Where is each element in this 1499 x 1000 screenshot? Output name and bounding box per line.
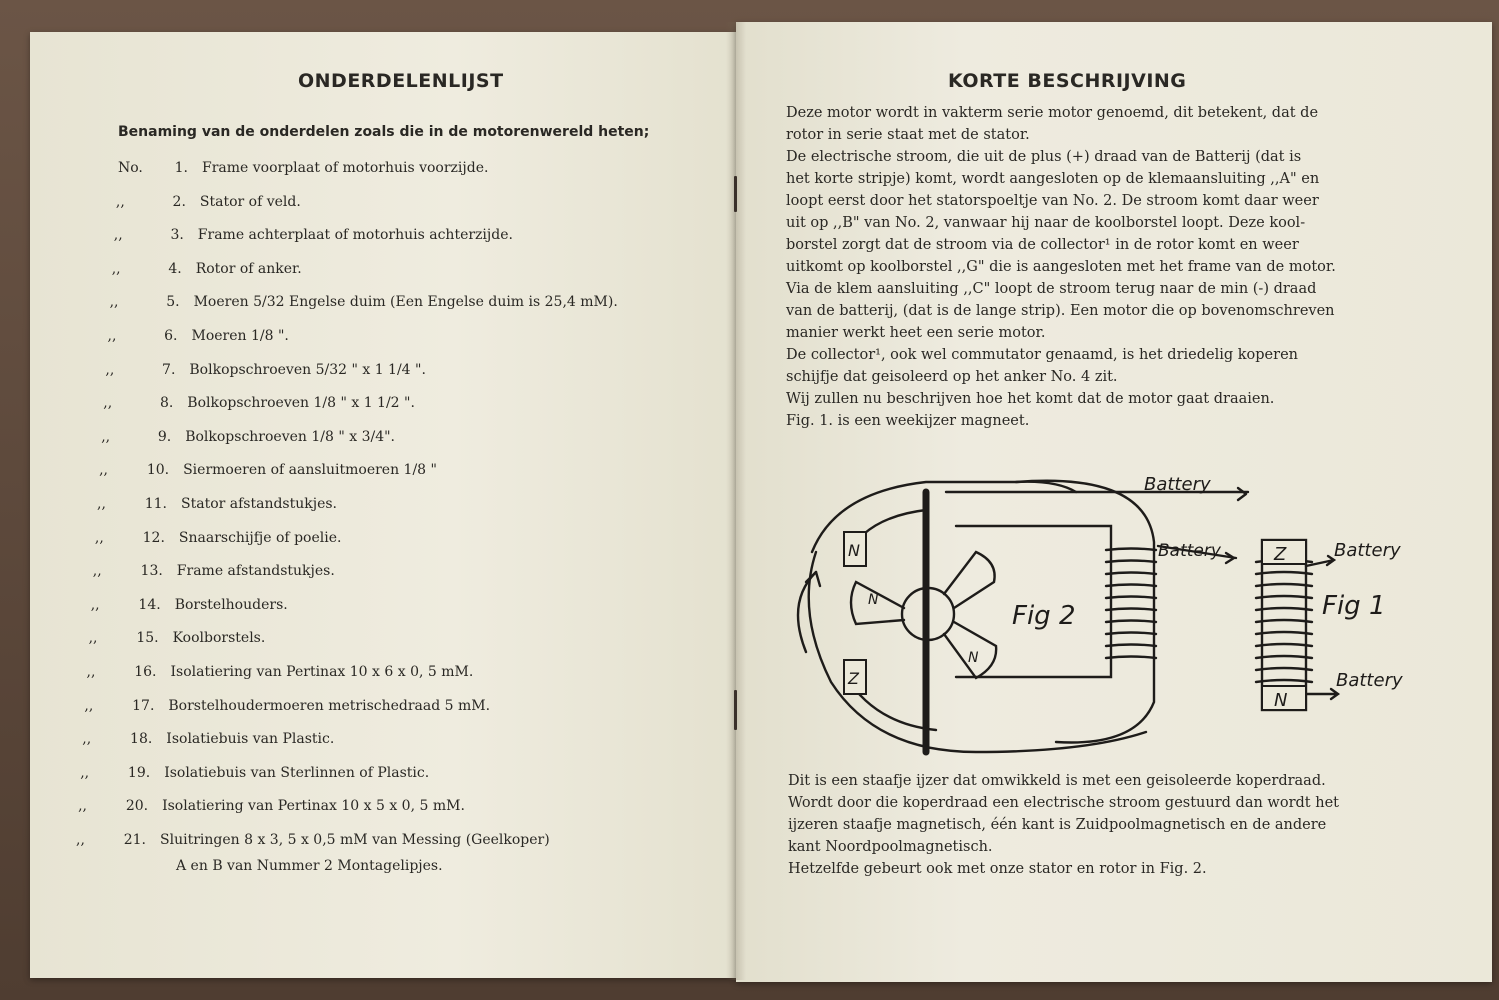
parts-list-item [103, 395, 415, 411]
description-paragraph-2 [788, 770, 1339, 880]
battery-label-fig1-bottom: Battery [1336, 670, 1403, 691]
fig1-label: Fig 1 [1322, 591, 1386, 621]
parts-list-item [76, 832, 550, 848]
part-prefix: ,, [109, 294, 119, 310]
text-line: rotor in serie staat met de stator. [786, 127, 1030, 143]
battery-label-mid: Battery [1158, 541, 1221, 561]
staple-bottom [734, 690, 737, 730]
part-number: 1. [174, 160, 188, 176]
part-number: 2. [172, 194, 186, 210]
text-line: Deze motor wordt in vakterm serie motor genoemd, dit betekent, dat de [786, 105, 1319, 121]
part-description: Borstelhouders. [174, 597, 288, 613]
text-line: Wij zullen nu beschrijven hoe het komt dat de motor gaat draaien. [786, 391, 1275, 407]
fig1-arrow-bottom [1306, 689, 1338, 699]
motor-diagram [776, 462, 1403, 752]
part-prefix: ,, [113, 227, 123, 243]
part-number: 10. [146, 462, 170, 478]
part-number: 21. [123, 832, 146, 848]
parts-list [30, 32, 736, 978]
parts-list-item [108, 328, 289, 344]
book-spine [726, 22, 746, 980]
text-line: het korte stripje) komt, wordt aangesloten op de klemaansluiting ,,A" en [786, 171, 1320, 187]
stator-bottom-pole-letter: Z [848, 669, 859, 688]
text-line: uit op ,,B" van No. 2, vanwaar hij naar de koolborstel loopt. Deze kool- [786, 215, 1306, 231]
part-prefix: ,, [115, 194, 125, 210]
parts-list-item [80, 765, 429, 781]
part-number: 17. [132, 698, 155, 714]
part-description: Siermoeren of aansluitmoeren 1/8 " [183, 462, 437, 478]
part-number: 8. [159, 395, 174, 411]
part-description: Rotor of anker. [195, 261, 302, 277]
text-line: manier werkt heet een serie motor. [786, 325, 1046, 341]
montage-note: A en B van Nummer 2 Montagelipjes. [176, 858, 443, 874]
text-line: borstel zorgt dat de stroom via de collector¹ in de rotor komt en weer [786, 237, 1299, 253]
part-description: Frame afstandstukjes. [176, 563, 335, 579]
part-number: 9. [157, 429, 172, 445]
description-title: KORTE BESCHRIJVING [948, 70, 1187, 92]
part-prefix: ,, [103, 395, 113, 411]
fig1-coil [1256, 560, 1312, 682]
fig1-top-pole-letter: Z [1274, 544, 1287, 565]
part-number: 13. [140, 563, 163, 579]
part-number: 16. [134, 664, 157, 680]
part-description: Sluitringen 8 x 3, 5 x 0,5 mM van Messing (Geelkoper) [160, 832, 550, 848]
part-prefix: ,, [97, 496, 106, 512]
text-line: kant Noordpoolmagnetisch. [788, 839, 993, 855]
part-number: 4. [168, 261, 182, 277]
part-description: Stator of veld. [199, 194, 301, 210]
text-line: schijfje dat geisoleerd op het anker No. 4 zit. [786, 369, 1118, 385]
rotor-pole-left-letter: N [868, 592, 879, 608]
part-number: 19. [127, 765, 151, 781]
parts-list-item [116, 194, 301, 210]
part-description: Isolatiebuis van Sterlinnen of Plastic. [164, 765, 430, 781]
part-number: 15. [136, 630, 159, 646]
parts-list-item [93, 563, 335, 579]
parts-list-subtitle: Benaming van de onderdelen zoals die in de motorenwereld heten; [118, 124, 650, 140]
parts-list-item [84, 698, 490, 714]
text-line: Hetzelfde gebeurt ook met onze stator en rotor in Fig. 2. [788, 861, 1207, 877]
part-description: Moeren 5/32 Engelse duim (Een Engelse duim is 25,4 mM). [193, 294, 618, 310]
parts-list-item [82, 731, 334, 747]
part-prefix: No. [118, 160, 143, 176]
text-line: Via de klem aansluiting ,,C" loopt de stroom terug naar de min (-) draad [786, 281, 1317, 297]
part-prefix: ,, [82, 731, 92, 747]
fig1-magnet-body [1262, 540, 1306, 710]
rotor-pole-bottom-letter: N [968, 650, 979, 666]
text-line: De collector¹, ook wel commutator genaamd, is het driedelig koperen [786, 347, 1298, 363]
part-number: 11. [144, 496, 167, 512]
part-description: Moeren 1/8 ". [191, 328, 289, 344]
parts-list-item [114, 227, 513, 243]
parts-list-item [95, 530, 342, 546]
parts-list-item [87, 664, 474, 680]
part-prefix: ,, [92, 563, 102, 579]
text-line: Dit is een staafje ijzer dat omwikkeld is met een geisoleerde koperdraad. [788, 773, 1326, 789]
stator-coil [1106, 549, 1156, 659]
text-line: uitkomt op koolborstel ,,G" die is aangesloten met het frame van de motor. [786, 259, 1336, 275]
parts-list-item [99, 462, 437, 478]
text-line: van de batterij, (dat is de lange strip). Een motor die op bovenomschreven [786, 303, 1335, 319]
parts-list-item [89, 630, 266, 646]
part-description: Isolatiering van Pertinax 10 x 5 x 0, 5 mM. [162, 798, 465, 814]
fig1-bottom-pole-letter: N [1274, 690, 1288, 711]
parts-list-item [105, 362, 426, 378]
left-page [30, 32, 736, 978]
parts-list-title: ONDERDELENLIJST [298, 70, 504, 92]
battery-label-fig1-top: Battery [1334, 540, 1401, 561]
parts-list-item [101, 429, 395, 445]
text-line: ijzeren staafje magnetisch, één kant is Zuidpoolmagnetisch en de andere [788, 817, 1327, 833]
part-description: Snaarschijfje of poelie. [178, 530, 342, 546]
part-number: 20. [125, 798, 149, 814]
stator-top-pole-letter: N [848, 541, 860, 560]
part-prefix: ,, [86, 664, 96, 680]
part-description: Bolkopschroeven 1/8 " x 3/4". [185, 429, 396, 445]
part-description: Frame achterplaat of motorhuis achterzijde. [197, 227, 513, 243]
parts-list-item [91, 597, 288, 613]
description-paragraph-1 [786, 102, 1336, 432]
text-line: Wordt door die koperdraad een electrische stroom gestuurd dan wordt het [788, 795, 1339, 811]
parts-list-item [110, 294, 618, 310]
part-number: 18. [130, 731, 153, 747]
part-description: Frame voorplaat of motorhuis voorzijde. [202, 160, 489, 176]
rotation-arrow [798, 572, 816, 652]
part-prefix: ,, [78, 798, 87, 814]
right-page [736, 22, 1492, 982]
part-description: Koolborstels. [172, 630, 266, 646]
part-number: 3. [170, 227, 184, 243]
part-number: 12. [142, 530, 165, 546]
part-prefix: ,, [90, 597, 100, 613]
parts-list-item [118, 160, 488, 176]
part-prefix: ,, [111, 261, 121, 277]
part-description: Borstelhoudermoeren metrischedraad 5 mM. [168, 698, 491, 714]
parts-list-item [112, 261, 302, 277]
part-description: Bolkopschroeven 1/8 " x 1 1/2 ". [187, 395, 415, 411]
part-description: Isolatiering van Pertinax 10 x 6 x 0, 5 mM. [170, 664, 474, 680]
part-prefix: ,, [107, 328, 117, 344]
part-number: 14. [138, 597, 161, 613]
fig2-label: Fig 2 [1012, 601, 1076, 631]
part-description: Isolatiebuis van Plastic. [166, 731, 335, 747]
text-line: loopt eerst door het statorspoeltje van No. 2. De stroom komt daar weer [786, 193, 1319, 209]
text-line: De electrische stroom, die uit de plus (+) draad van de Batterij (dat is [786, 149, 1302, 165]
part-number: 5. [166, 294, 180, 310]
part-description: Bolkopschroeven 5/32 " x 1 1/4 ". [189, 362, 426, 378]
part-description: Stator afstandstukjes. [181, 496, 337, 512]
part-number: 6. [164, 328, 178, 344]
text-line: Fig. 1. is een weekijzer magneet. [786, 413, 1030, 429]
part-number: 7. [162, 362, 176, 378]
battery-label-top: Battery [1144, 474, 1211, 495]
rotor-arm-top [944, 552, 995, 608]
part-prefix: ,, [84, 698, 94, 714]
part-prefix: ,, [76, 832, 85, 848]
part-prefix: ,, [80, 765, 90, 781]
staple-top [734, 176, 737, 212]
part-prefix: ,, [88, 630, 98, 646]
part-prefix: ,, [94, 530, 104, 546]
parts-list-item [97, 496, 337, 512]
parts-list-item [78, 798, 465, 814]
part-prefix: ,, [101, 429, 111, 445]
part-prefix: ,, [105, 362, 115, 378]
part-prefix: ,, [99, 462, 108, 478]
